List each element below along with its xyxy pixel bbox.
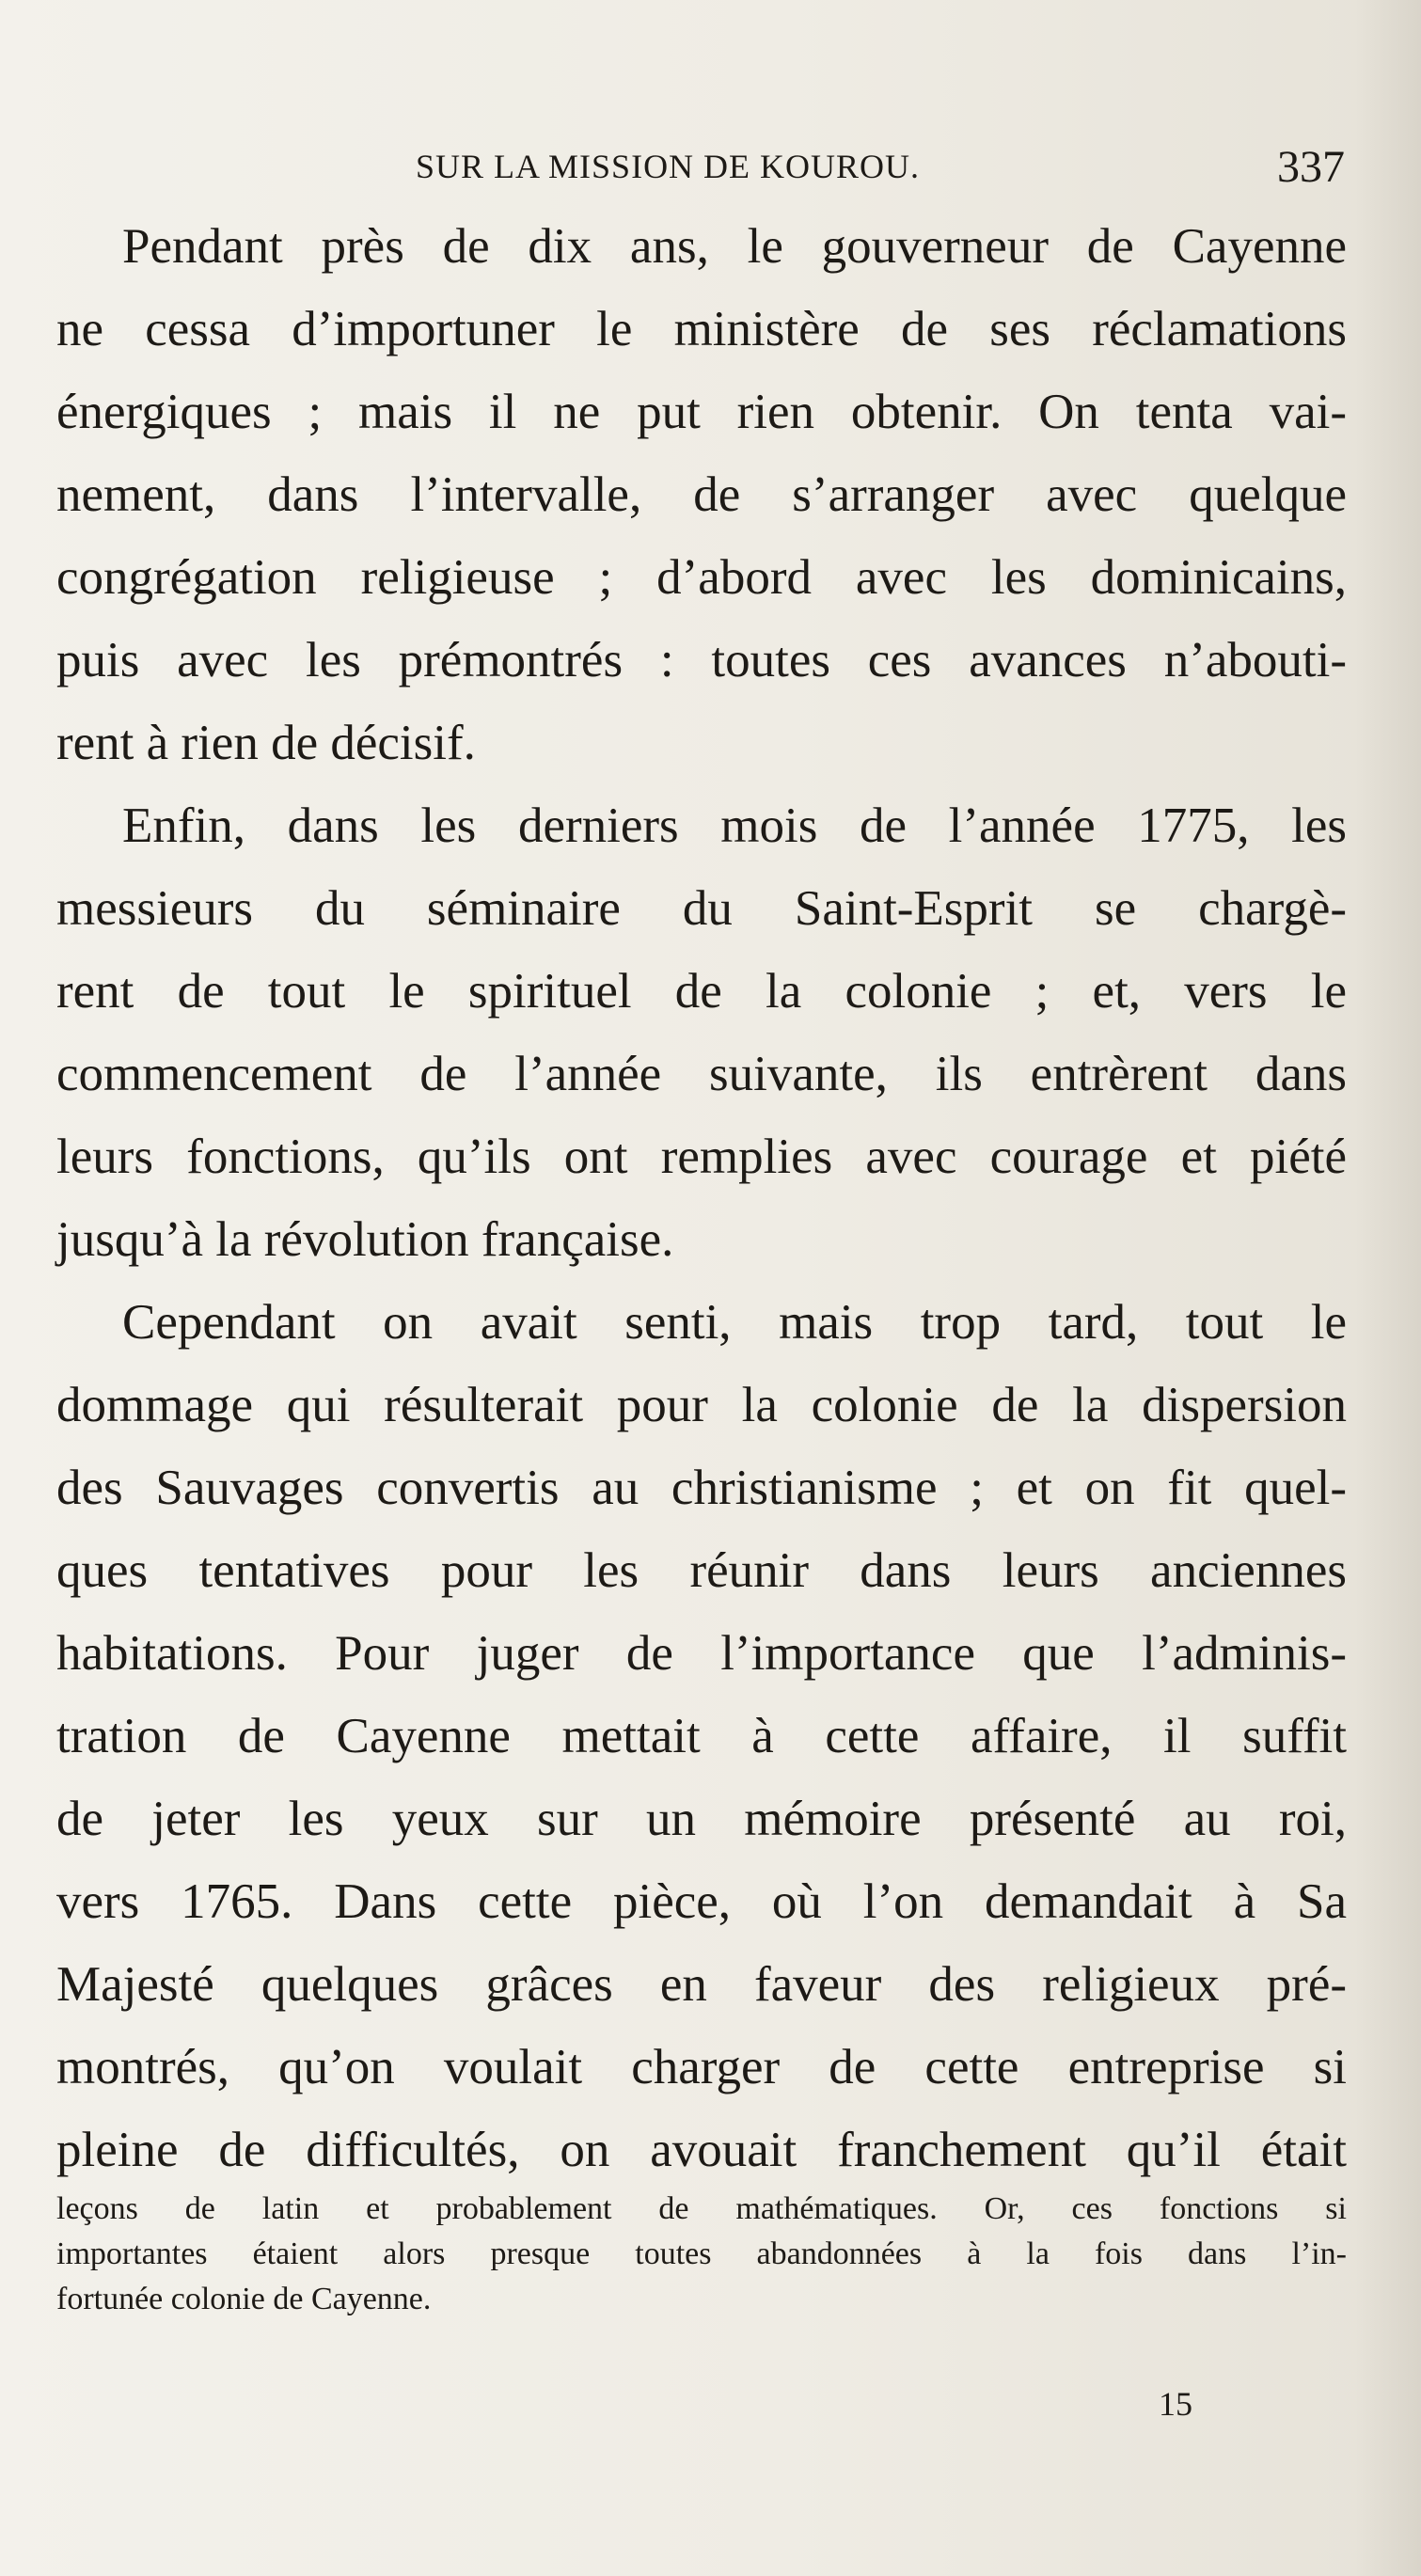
text-line: des Sauvages convertis au christianisme ; et on fit quel- [56,1461,1347,1515]
footnote-line: leçons de latin et probablement de mathématiques. Or, ces fonctions si [56,2191,1347,2226]
text-line: leurs fonctions, qu’ils ont remplies avec courage et piété [56,1130,1347,1184]
body-text [56,205,1347,2191]
text-line: dommage qui résulterait pour la colonie de la dispersion [56,1378,1347,1432]
text-line: habitations. Pour juger de l’importance que l’adminis- [56,1626,1347,1681]
text-line: Majesté quelques grâces en faveur des religieux pré- [56,1957,1347,2012]
footnote-line: fortunée colonie de Cayenne. [56,2282,432,2316]
text-line: vers 1765. Dans cette pièce, où l’on demandait à Sa [56,1874,1347,1929]
text-line: commencement de l’année suivante, ils entrèrent dans [56,1047,1347,1101]
page-gutter-shadow [1355,0,1421,2576]
footnote [56,2187,1347,2322]
text-line: jusqu’à la révolution française. [56,1212,674,1267]
text-line: montrés, qu’on voulait charger de cette entreprise si [56,2040,1347,2094]
text-line: Cependant on avait senti, mais trop tard, tout le [122,1295,1347,1350]
running-title: SUR LA MISSION DE KOUROU. [416,148,921,185]
text-line: ques tentatives pour les réunir dans leurs anciennes [56,1543,1347,1598]
text-line: Enfin, dans les derniers mois de l’année 1775, les [122,798,1347,853]
signature-mark: 15 [1159,2385,1192,2423]
footnote-line: importantes étaient alors presque toutes abandonnées à la fois dans l’in- [56,2236,1347,2271]
page-number: 337 [1277,142,1345,192]
text-line: rent à rien de décisif. [56,716,476,770]
text-line: Pendant près de dix ans, le gouverneur de Cayenne [122,219,1347,274]
text-line: puis avec les prémontrés : toutes ces avances n’abouti- [56,633,1347,687]
text-line: pleine de difficultés, on avouait franchement qu’il était [56,2123,1347,2177]
text-line: ne cessa d’importuner le ministère de ses réclamations [56,302,1347,356]
text-line: énergiques ; mais il ne put rien obtenir. On tenta vai- [56,385,1347,439]
text-line: tration de Cayenne mettait à cette affaire, il suffit [56,1709,1347,1763]
text-line: nement, dans l’intervalle, de s’arranger avec quelque [56,467,1347,522]
running-head [56,141,1345,198]
text-line: de jeter les yeux sur un mémoire présenté au roi, [56,1792,1347,1846]
text-line: congrégation religieuse ; d’abord avec les dominicains, [56,550,1347,605]
text-line: rent de tout le spirituel de la colonie ; et, vers le [56,964,1347,1019]
text-line: messieurs du séminaire du Saint-Esprit se chargè- [56,881,1347,936]
